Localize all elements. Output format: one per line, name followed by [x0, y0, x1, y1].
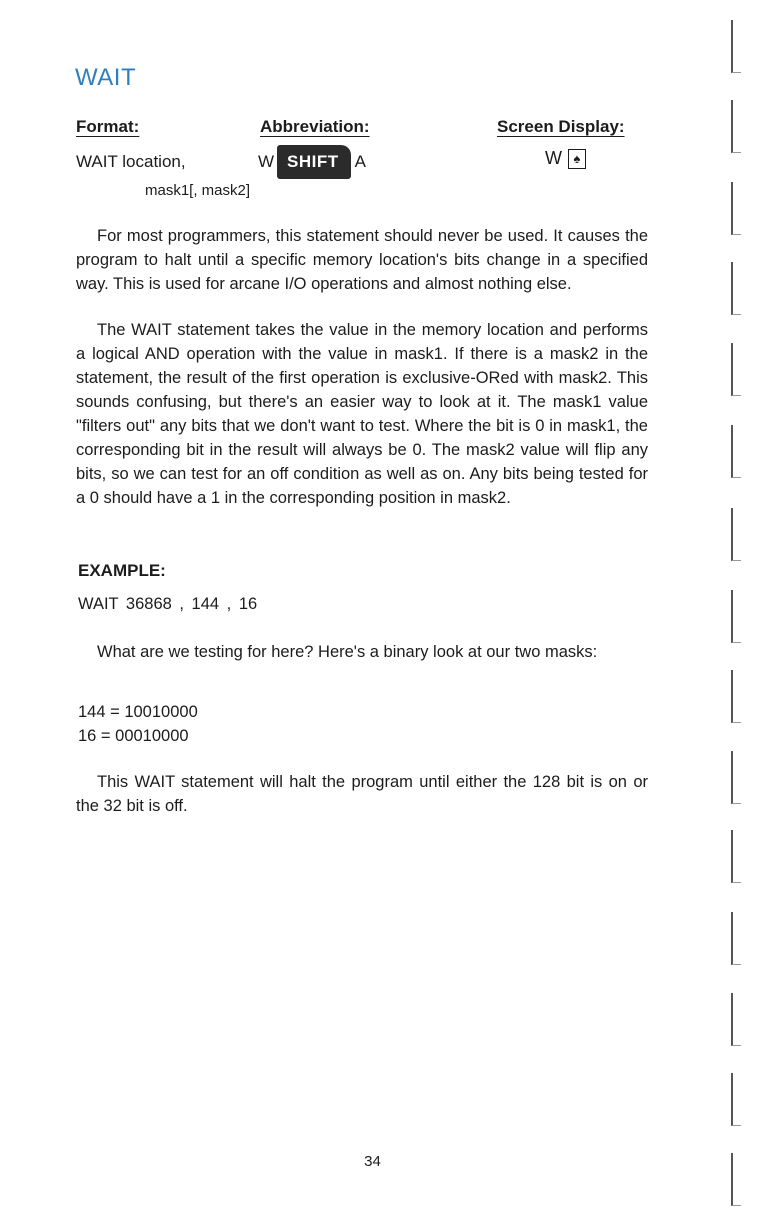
index-tab-mark: [731, 343, 741, 396]
spade-graphic-icon: ♠: [568, 149, 586, 169]
index-tab-mark: [731, 830, 741, 883]
index-tab-mark: [731, 751, 741, 804]
index-tab-mark: [731, 508, 741, 561]
screen-display-letter: W: [545, 148, 562, 168]
page-number: 34: [364, 1153, 381, 1170]
format-syntax-line1: WAIT location,: [76, 152, 186, 171]
paragraph-explanation: The WAIT statement takes the value in the memory location and performs a logical AND operation with the value in mask1. If there is a mask2 in the statement, the result of the first operation is exclusive-ORed with mask2. This sounds confusing, but there's an easier way to look at it. The mask1 value "filters out" any bits that we don't want to test. Where the bit is 0 in mask1, the corresponding bit in the result will always be 0. The mask2 value will flip any bits, so we can test for an off condition as well as on. Any bits being tested for a 0 should have a 1 in the corresponding position in mask2.: [76, 321, 648, 507]
example-question: What are we testing for here? Here's a binary look at our two masks:: [97, 643, 598, 661]
index-tab-mark: [731, 100, 741, 153]
index-tab-mark: [731, 20, 741, 73]
abbreviation-prefix: W: [258, 152, 275, 171]
index-tab-mark: [731, 670, 741, 723]
screen-display-header: Screen Display:: [497, 117, 625, 136]
index-tab-mark: [731, 182, 741, 235]
abbreviation-header: Abbreviation:: [260, 117, 370, 136]
index-tab-mark: [731, 262, 741, 315]
index-tab-mark: [731, 425, 741, 478]
index-tab-mark: [731, 590, 741, 643]
binary-line: 144 = 10010000: [78, 703, 198, 721]
format-header: Format:: [76, 117, 140, 136]
binary-line: 16 = 00010000: [78, 727, 189, 745]
abbreviation-keys: [258, 145, 366, 179]
page-title: WAIT: [75, 64, 137, 91]
paragraph-intro: For most programmers, this statement should never be used. It causes the program to halt until a specific memory location's bits change in a specified way. This is used for arcane I/O operations and almost nothing else.: [76, 227, 648, 293]
example-conclusion: This WAIT statement will halt the program until either the 128 bit is on or the 32 bit is off.: [76, 773, 648, 815]
shift-key-icon: SHIFT: [277, 145, 351, 179]
abbreviation-suffix: A: [354, 152, 366, 171]
index-tab-mark: [731, 1153, 741, 1206]
index-tab-mark: [731, 912, 741, 965]
screen-display: [545, 148, 586, 169]
index-tab-mark: [731, 1073, 741, 1126]
index-tab-mark: [731, 993, 741, 1046]
example-code: WAIT 36868 , 144 , 16: [78, 595, 258, 613]
example-label: EXAMPLE:: [78, 561, 166, 580]
format-syntax-line2: mask1[, mask2]: [145, 182, 251, 199]
